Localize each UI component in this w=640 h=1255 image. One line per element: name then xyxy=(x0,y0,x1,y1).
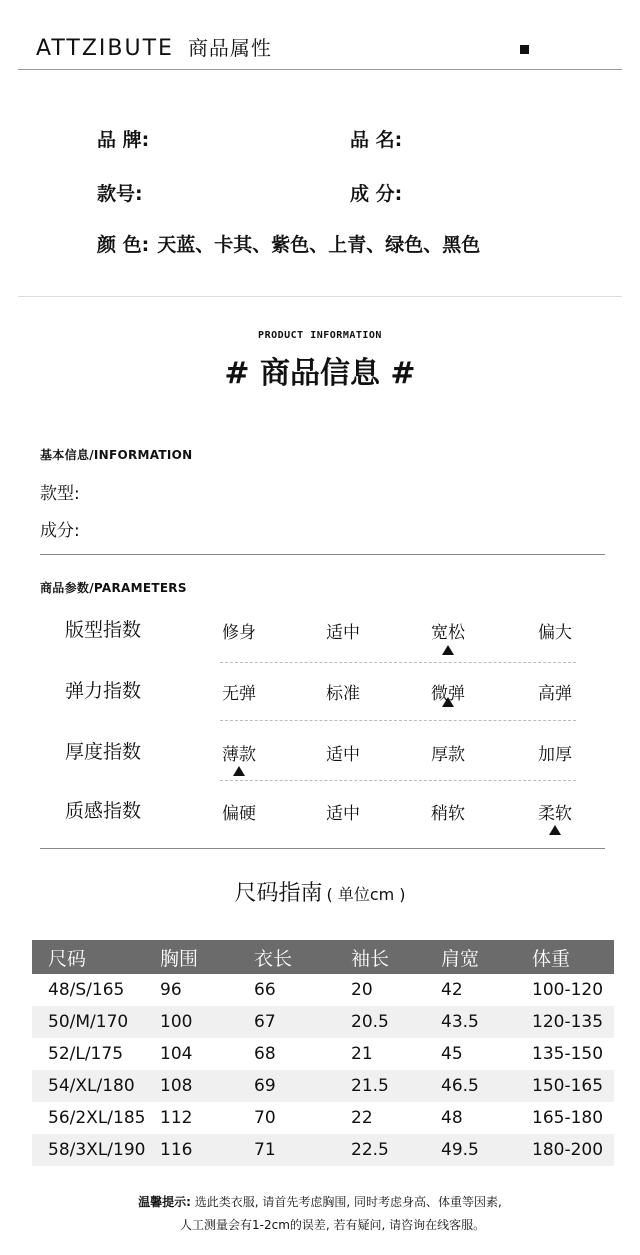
size-guide-title xyxy=(0,876,640,907)
table-cell: 56/2XL/185 xyxy=(48,1108,146,1128)
table-cell: 180-200 xyxy=(532,1134,614,1166)
param-option: 厚款 xyxy=(431,745,465,765)
col-header: 衣长 xyxy=(254,940,351,974)
param-name: 版型指数 xyxy=(65,619,142,641)
basic-material-label: 成分: xyxy=(40,521,80,541)
color-label: 颜 色: xyxy=(97,234,150,256)
table-cell: 104 xyxy=(160,1044,193,1064)
param-option: 加厚 xyxy=(538,745,572,765)
param-option: 偏硬 xyxy=(222,804,256,824)
table-cell: 50/M/170 xyxy=(32,1006,160,1038)
table-cell: 43.5 xyxy=(441,1006,532,1038)
product-info-title: # 商品信息 # xyxy=(224,356,416,391)
note-text-2: 人工测量会有1-2cm的误差, 若有疑问, 请咨询在线客服。 xyxy=(180,1218,486,1232)
param-name: 弹力指数 xyxy=(65,680,142,702)
square-marker-icon xyxy=(520,45,529,54)
divider xyxy=(40,848,605,849)
table-row xyxy=(32,1102,614,1134)
divider xyxy=(18,69,622,70)
param-option: 适中 xyxy=(326,745,360,765)
table-cell: 58/3XL/190 xyxy=(32,1134,160,1166)
table-cell: 21 xyxy=(351,1044,373,1064)
table-cell: 165-180 xyxy=(532,1108,604,1128)
param-option: 微弹 xyxy=(431,684,465,704)
note-line-2 xyxy=(94,1216,485,1233)
size-table xyxy=(32,940,614,1166)
param-option: 无弹 xyxy=(222,684,256,704)
note-label: 温馨提示: xyxy=(138,1195,191,1209)
table-cell: 100 xyxy=(160,1006,254,1038)
table-cell: 52/L/175 xyxy=(48,1044,124,1064)
parameters-section-title: 商品参数/PARAMETERS xyxy=(40,581,187,595)
divider xyxy=(40,554,605,555)
param-option: 薄款 xyxy=(222,745,256,765)
param-option: 高弹 xyxy=(538,684,572,704)
material-label: 成 分: xyxy=(350,183,403,205)
table-cell: 49.5 xyxy=(441,1134,532,1166)
col-header: 体重 xyxy=(532,940,614,974)
divider xyxy=(18,296,622,297)
table-cell: 68 xyxy=(254,1044,276,1064)
table-row xyxy=(32,1134,614,1166)
table-cell: 135-150 xyxy=(532,1044,604,1064)
table-cell: 42 xyxy=(441,980,463,1000)
table-cell: 66 xyxy=(254,980,276,1000)
selected-marker-icon xyxy=(549,825,561,835)
table-cell: 20.5 xyxy=(351,1006,441,1038)
table-cell: 67 xyxy=(254,1006,351,1038)
table-cell: 22.5 xyxy=(351,1134,441,1166)
param-option: 标准 xyxy=(326,684,360,704)
name-label: 品 名: xyxy=(350,129,403,151)
style-label: 款型: xyxy=(40,484,80,504)
col-header: 胸围 xyxy=(160,940,254,974)
param-name: 质感指数 xyxy=(65,800,142,822)
color-values: 天蓝、卡其、紫色、上青、绿色、黑色 xyxy=(157,234,481,256)
table-cell: 20 xyxy=(351,980,373,1000)
table-cell: 150-165 xyxy=(532,1070,614,1102)
table-row xyxy=(32,1006,614,1038)
table-cell: 48 xyxy=(441,1108,463,1128)
param-option: 适中 xyxy=(326,804,360,824)
param-option: 适中 xyxy=(326,623,360,643)
selected-marker-icon xyxy=(442,697,454,707)
header-cn-title: 商品属性 xyxy=(187,36,272,60)
col-header: 袖长 xyxy=(351,940,441,974)
param-option: 柔软 xyxy=(538,804,572,824)
name-row xyxy=(350,125,416,152)
brand-label: 品 牌: xyxy=(97,129,150,151)
table-cell: 69 xyxy=(254,1070,351,1102)
table-cell: 21.5 xyxy=(351,1070,441,1102)
param-option: 修身 xyxy=(222,623,256,643)
param-name: 厚度指数 xyxy=(65,741,142,763)
table-cell: 112 xyxy=(160,1108,193,1128)
param-option: 偏大 xyxy=(538,623,572,643)
col-header: 肩宽 xyxy=(441,940,532,974)
table-cell: 108 xyxy=(160,1070,254,1102)
note-line-1 xyxy=(0,1193,640,1210)
table-row xyxy=(32,1038,614,1070)
product-info-subtitle: PRODUCT INFORMATION xyxy=(258,330,382,341)
table-row xyxy=(32,974,614,1006)
table-cell: 45 xyxy=(441,1044,463,1064)
table-cell: 22 xyxy=(351,1108,373,1128)
table-cell: 100-120 xyxy=(532,980,604,1000)
brand-row xyxy=(97,125,163,152)
material-row xyxy=(350,179,416,206)
color-row xyxy=(97,230,480,257)
note-text-1: 选此类衣服, 请首先考虑胸围, 同时考虑身高、体重等因素, xyxy=(194,1195,502,1209)
table-cell: 120-135 xyxy=(532,1006,614,1038)
table-cell: 54/XL/180 xyxy=(32,1070,160,1102)
size-guide-unit: ( 单位cm ) xyxy=(326,885,406,904)
col-header: 尺码 xyxy=(32,940,160,974)
size-guide-heading: 尺码指南 xyxy=(234,881,323,906)
table-cell: 71 xyxy=(254,1134,351,1166)
model-row xyxy=(97,179,157,206)
dashed-divider xyxy=(220,720,576,721)
basic-info-section-title: 基本信息/INFORMATION xyxy=(40,448,193,462)
param-option: 宽松 xyxy=(431,623,465,643)
table-cell: 116 xyxy=(160,1134,254,1166)
param-option: 稍软 xyxy=(431,804,465,824)
selected-marker-icon xyxy=(233,766,245,776)
dashed-divider xyxy=(220,780,576,781)
attribute-header xyxy=(36,32,272,61)
header-en-title: ATTZIBUTE xyxy=(36,36,174,61)
selected-marker-icon xyxy=(442,645,454,655)
table-cell: 96 xyxy=(160,980,182,1000)
dashed-divider xyxy=(220,662,576,663)
model-label: 款号: xyxy=(97,183,143,205)
size-table-header xyxy=(32,940,614,974)
table-cell: 70 xyxy=(254,1108,276,1128)
table-row xyxy=(32,1070,614,1102)
table-cell: 46.5 xyxy=(441,1070,532,1102)
table-cell: 48/S/165 xyxy=(48,980,125,1000)
